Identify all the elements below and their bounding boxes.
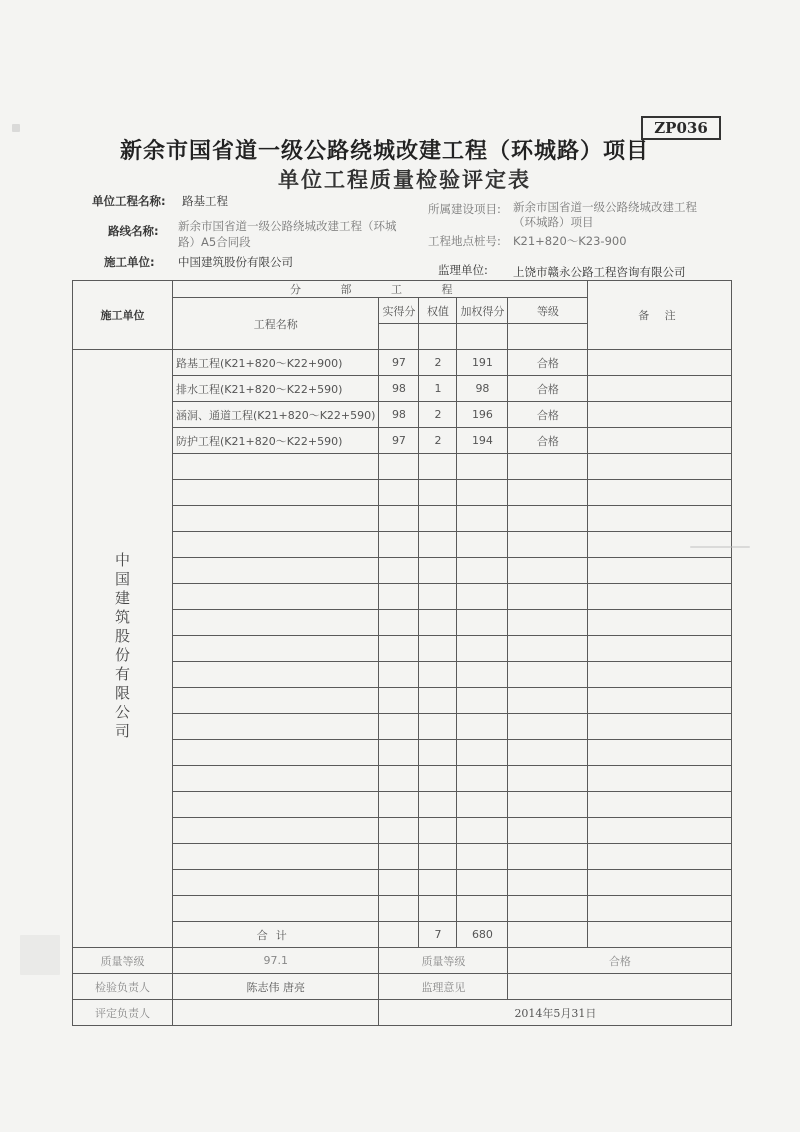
build-project-label: 所属建设项目:	[428, 202, 501, 216]
col-remarks-header: 备 注	[588, 281, 732, 350]
row-weighted: 194	[457, 428, 508, 454]
footer-row1-label: 质量等级	[73, 948, 173, 974]
col-weight-header: 权值	[419, 298, 457, 324]
row-grade: 合格	[508, 428, 588, 454]
row-grade: 合格	[508, 376, 588, 402]
row-name: 路基工程(K21+820～K22+900)	[173, 350, 379, 376]
footer-row1-right-value: 合格	[508, 948, 732, 974]
document-title: 新余市国省道一级公路绕城改建工程（环城路）项目	[120, 139, 650, 164]
row-score: 98	[379, 402, 419, 428]
footer-row2-label: 检验负责人	[73, 974, 173, 1000]
row-remarks	[588, 376, 732, 402]
total-weight: 7	[419, 922, 457, 948]
contractor-vertical-cell	[73, 350, 173, 948]
row-weighted: 98	[457, 376, 508, 402]
build-project-value-line2: （环城路）项目	[513, 215, 594, 229]
row-weight: 2	[419, 350, 457, 376]
row-score: 98	[379, 376, 419, 402]
row-name: 排水工程(K21+820～K22+590)	[173, 376, 379, 402]
unit-project-label: 单位工程名称:	[92, 194, 166, 208]
route-label: 路线名称:	[108, 224, 159, 238]
inspector-signature: 陈志伟 唐亮	[173, 974, 379, 1000]
supervisor-value: 上饶市赣永公路工程咨询有限公司	[513, 265, 686, 279]
col-grade-header: 等级	[508, 298, 588, 324]
col-name-header: 工程名称	[173, 298, 379, 350]
build-project-value-line1: 新余市国省道一级公路绕城改建工程	[513, 200, 697, 214]
scan-mark	[12, 124, 20, 132]
row-remarks	[588, 350, 732, 376]
row-score: 97	[379, 428, 419, 454]
unit-project-value: 路基工程	[182, 194, 228, 208]
row-name: 防护工程(K21+820～K22+590)	[173, 428, 379, 454]
scan-mark	[690, 546, 750, 548]
col-branch-group-header: 分 部 工 程	[173, 281, 588, 298]
row-weight: 1	[419, 376, 457, 402]
route-value-line1: 新余市国省道一级公路绕城改建工程（环城	[178, 219, 397, 233]
route-value-line2: 路）A5合同段	[178, 235, 251, 249]
footer-row1-mid: 97.1	[173, 948, 379, 974]
scan-mark	[20, 935, 60, 975]
col-score-header: 实得分	[379, 298, 419, 324]
form-code: ZP036	[641, 116, 721, 140]
station-value: K21+820～K23-900	[513, 234, 627, 248]
row-grade: 合格	[508, 402, 588, 428]
footer-row3-label: 评定负责人	[73, 1000, 173, 1026]
row-weight: 2	[419, 428, 457, 454]
total-label: 合计	[173, 922, 379, 948]
row-weight: 2	[419, 402, 457, 428]
contractor-vertical: 中国建筑股份有限公司	[113, 552, 131, 742]
station-label: 工程地点桩号:	[428, 234, 501, 248]
row-name: 涵洞、通道工程(K21+820～K22+590)	[173, 402, 379, 428]
row-grade: 合格	[508, 350, 588, 376]
evaluator-signature: 2014年5月31日	[379, 1000, 732, 1026]
col-weighted-header: 加权得分	[457, 298, 508, 324]
document-subtitle: 单位工程质量检验评定表	[278, 168, 531, 192]
row-score: 97	[379, 350, 419, 376]
supervisor-label: 监理单位:	[438, 263, 488, 277]
footer-row1-right-label: 质量等级	[379, 948, 508, 974]
total-weighted: 680	[457, 922, 508, 948]
footer-row2-right-label: 监理意见	[379, 974, 508, 1000]
row-remarks	[588, 428, 732, 454]
col-unit-header: 施工单位	[73, 281, 173, 350]
row-weighted: 196	[457, 402, 508, 428]
row-remarks	[588, 402, 732, 428]
contractor-value: 中国建筑股份有限公司	[178, 255, 293, 269]
evaluation-table	[72, 280, 732, 1026]
row-weighted: 191	[457, 350, 508, 376]
contractor-label: 施工单位:	[104, 255, 155, 269]
